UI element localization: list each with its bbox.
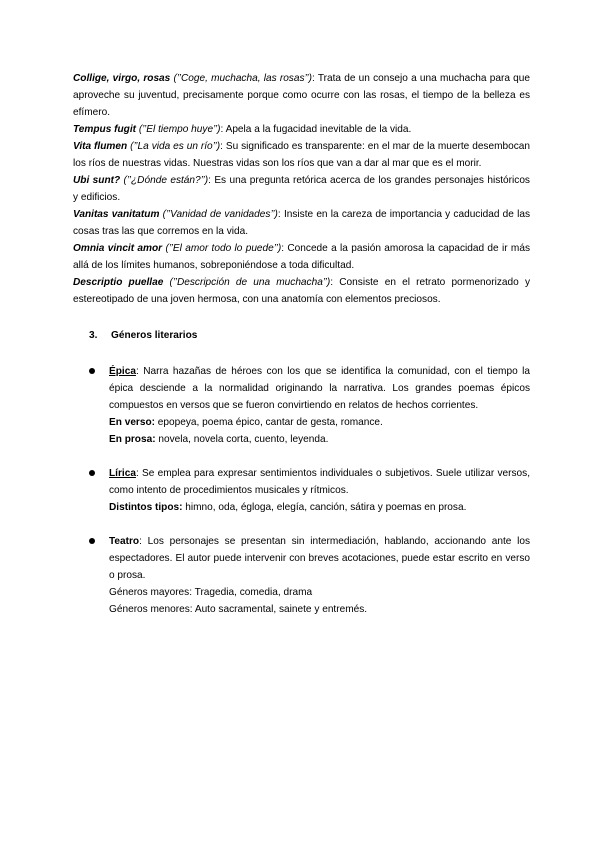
topos-term: Descriptio puellae	[73, 277, 164, 288]
topos-translation: (’’Coge, muchacha, las rosas’’)	[173, 73, 312, 84]
topos-list	[73, 70, 530, 308]
genre-item-lirica	[73, 465, 530, 516]
subline-label: Distintos tipos:	[109, 502, 183, 513]
section-heading	[89, 327, 530, 344]
topos-term: Collige, virgo, rosas	[73, 73, 171, 84]
genre-subline	[109, 499, 530, 516]
bullet-icon	[89, 538, 95, 544]
topos-term: Vanitas vanitatum	[73, 209, 160, 220]
topos-translation: (’’Descripción de una muchacha’’)	[169, 277, 331, 288]
document-page	[73, 70, 530, 618]
topos-item	[73, 172, 530, 206]
topos-term: Vita flumen	[73, 141, 128, 152]
genre-subline: Géneros menores: Auto sacramental, sainete y entremés.	[109, 604, 368, 615]
topos-description: : Insiste en la careza de importancia y caducidad de las cosas tras las que corremos en la vida.	[73, 209, 530, 237]
topos-description: : Su significado es transparente: en el mar de la muerte desembocan los ríos de nuestras vidas. Nuestras vidas son los ríos que van a dar al mar que es el morir.	[73, 141, 531, 169]
topos-description: : Trata de un consejo a una muchacha para que aproveche su juventud, precisamente porque como ocurre con las rosas, el tiempo de la belleza es efímero.	[73, 73, 530, 118]
subline-label: En verso:	[109, 417, 155, 428]
genre-description: : Se emplea para expresar sentimientos individuales o subjetivos. Suele utilizar versos, como intento de procedimientos musicales y rítmicos.	[109, 468, 530, 496]
genre-name: Teatro	[109, 536, 140, 547]
topos-description: : Concede a la pasión amorosa la capacidad de ir más allá de los límites humanos, sobreponiéndose a toda dificultad.	[73, 243, 530, 271]
topos-term: Omnia vincit amor	[73, 243, 163, 254]
topos-item	[73, 70, 530, 121]
topos-translation: (’’El amor todo lo puede’’)	[165, 243, 282, 254]
topos-translation: (’’El tiempo huye’’)	[138, 124, 221, 135]
bullet-icon	[89, 470, 95, 476]
bullet-icon	[89, 368, 95, 374]
genre-item-teatro	[73, 533, 530, 618]
topos-item	[73, 206, 530, 240]
genre-subline: Géneros mayores: Tragedia, comedia, drama	[109, 587, 313, 598]
subline-label: En prosa:	[109, 434, 156, 445]
topos-translation: (’’Vanidad de vanidades’’)	[162, 209, 278, 220]
topos-item	[73, 121, 530, 138]
topos-description: : Apela a la fugacidad inevitable de la vida.	[220, 124, 412, 135]
topos-term: Ubi sunt?	[73, 175, 121, 186]
topos-translation: (’’La vida es un río’’)	[130, 141, 221, 152]
topos-term: Tempus fugit	[73, 124, 136, 135]
genre-subline	[109, 414, 530, 431]
genre-name: Lírica	[109, 468, 136, 479]
genre-description: : Narra hazañas de héroes con los que se identifica la comunidad, con el tiempo la épica desciende a la normalidad originando la narrativa. Los grandes poemas épicos compuestos en versos que se fueron convirtiendo en relatos de hechos corrientes.	[109, 366, 530, 411]
subline-text: himno, oda, égloga, elegía, canción, sátira y poemas en prosa.	[182, 502, 467, 513]
section-title: Géneros literarios	[111, 330, 198, 341]
subline-text: epopeya, poema épico, cantar de gesta, romance.	[155, 417, 383, 428]
section-number: 3.	[89, 330, 98, 341]
genres-list	[73, 363, 530, 618]
genre-description: : Los personajes se presentan sin intermediación, hablando, accionando ante los espectadores. El autor puede intervenir con breves acotaciones, puede estar escrito en verso o prosa.	[109, 536, 530, 581]
topos-translation: (’’¿Dónde están?’’)	[123, 175, 209, 186]
genre-name: Épica	[109, 366, 136, 377]
topos-item	[73, 138, 530, 172]
subline-text: novela, novela corta, cuento, leyenda.	[155, 434, 329, 445]
topos-description: : Es una pregunta retórica acerca de los grandes personajes históricos y edificios.	[73, 175, 530, 203]
genre-item-epica	[73, 363, 530, 448]
topos-description: : Consiste en el retrato pormenorizado y estereotipado de una joven hermosa, con una anatomía con elementos preciosos.	[73, 277, 530, 305]
genre-subline	[109, 431, 530, 448]
topos-item	[73, 240, 530, 274]
topos-item	[73, 274, 530, 308]
